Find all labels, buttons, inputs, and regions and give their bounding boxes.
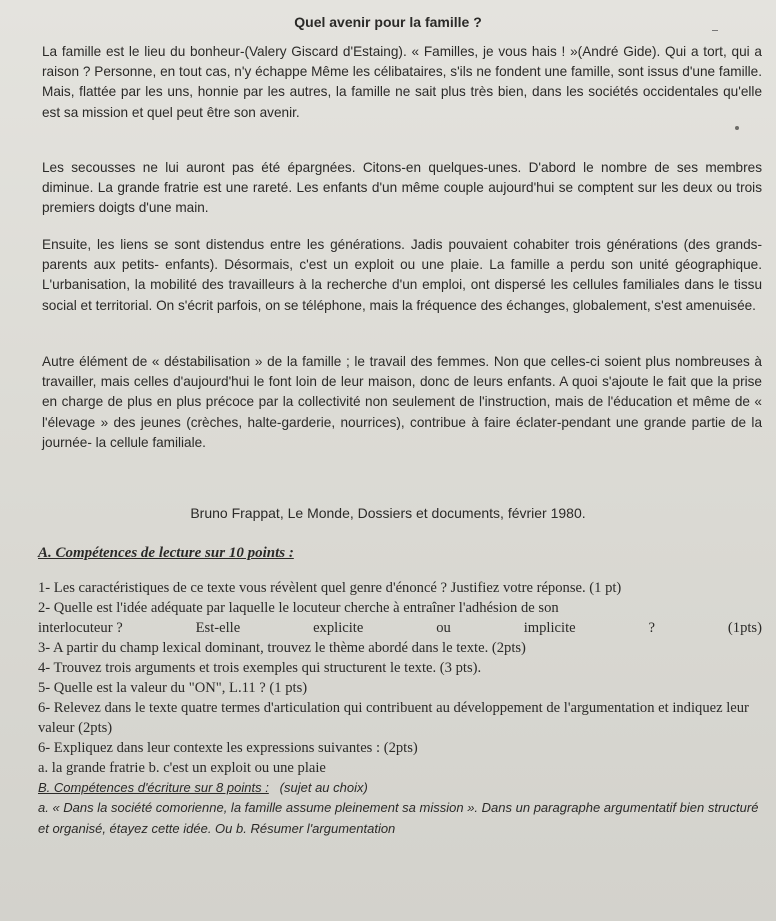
q2-part: interlocuteur ? bbox=[38, 620, 123, 636]
paragraph-4: Autre élément de « déstabilisation » de la famille ; le travail des femmes. Non que celles-ci soient plus nombreuses à travailler, mais celles d'aujourd'hui le font loin de leur maison, donc de leurs enfants. A quoi s'ajoute le fait que la prise en charge de plus en plus précoce par la collectivité non seulement de l'instruction, mais de l'éducation et même de « l'élevage » des jeunes (crèches, halte-garderie, nourrices), contribue à faire éclater-pendant une grande partie de la journée- la cellule familiale. bbox=[42, 354, 762, 450]
paragraph-3: Ensuite, les liens se sont distendus entre les générations. Jadis pouvaient cohabiter trois générations (des grands-parents aux petits- enfants). Désormais, c'est un exploit ou une plaie. La famille a perdu son unité géographique. L'urbanisation, la mobilité des travailleurs à la recherche d'un emploi, ont dispersé les cellules familiales dans le tissu social et territorial. On s'écrit parfois, on se téléphone, mais la fréquence des échanges, globalement, s'est amenuisée. bbox=[42, 237, 762, 313]
q2-part: (1pts) bbox=[727, 620, 762, 636]
paragraph-3-block bbox=[42, 235, 762, 316]
source-citation: Bruno Frappat, Le Monde, Dossiers et documents, février 1980. bbox=[190, 505, 586, 521]
scan-speck bbox=[735, 126, 739, 130]
question-2-line-1: 2- Quelle est l'idée adéquate par laquelle le locuteur cherche à entraîner l'adhésion de son bbox=[38, 600, 559, 616]
section-b-heading: B. Compétences d'écriture sur 8 points : bbox=[38, 780, 269, 795]
question-7: 6- Expliquez dans leur contexte les expressions suivantes : (2pts) bbox=[38, 740, 418, 756]
q2-part: ou bbox=[436, 620, 451, 636]
q2-part: implicite bbox=[523, 620, 576, 636]
question-3: 3- A partir du champ lexical dominant, trouvez le thème abordé dans le texte. (2pts) bbox=[38, 640, 526, 656]
paragraph-2: Les secousses ne lui auront pas été épargnées. Citons-en quelques-unes. D'abord le nombre de ses membres diminue. La grande fratrie est une rareté. Les enfants d'un même couple aujourd'hui se comptent sur les deux ou trois premiers doigts d'une main. bbox=[42, 160, 762, 216]
document-title: Quel avenir pour la famille ? bbox=[294, 14, 482, 30]
question-1: 1- Les caractéristiques de ce texte vous révèlent quel genre d'énoncé ? Justifiez votre réponse. (1 pt) bbox=[38, 580, 622, 596]
paragraph-4-block bbox=[42, 352, 762, 453]
paragraph-2-block bbox=[42, 158, 762, 219]
paragraph-1-block bbox=[42, 42, 762, 123]
q2-part: explicite bbox=[313, 620, 364, 636]
q2-part: ? bbox=[648, 620, 656, 636]
section-b-text: a. « Dans la société comorienne, la famille assume pleinement sa mission ». Dans un paragraphe argumentatif bien structuré et organisé, étayez cette idée. Ou b. Résumer l'argumentation bbox=[38, 800, 759, 836]
questions-block bbox=[38, 578, 762, 839]
scan-mark bbox=[712, 30, 718, 31]
question-2-line-2 bbox=[38, 618, 762, 638]
section-b-note: (sujet au choix) bbox=[279, 780, 368, 795]
q2-part: Est-elle bbox=[195, 620, 241, 636]
question-5: 5- Quelle est la valeur du "ON", L.11 ? (1 pts) bbox=[38, 680, 308, 696]
section-b-line bbox=[38, 780, 762, 795]
paragraph-1: La famille est le lieu du bonheur-(Valery Giscard d'Estaing). « Familles, je vous hais ! »(André Gide). Qui a tort, qui a raison ? Personne, en tout cas, n'y échappe Même les célibataires, s'ils ne fondent une famille, sont issus d'une famille. Mais, flattée par les uns, honnie par les autres, la famille ne sait plus très bien, dans les sociétés occidentales qu'elle est sa mission et quel peut être son avenir. bbox=[42, 44, 762, 120]
question-6: 6- Relevez dans le texte quatre termes d'articulation qui contribuent au développement de l'argumentation et indiquez leur valeur (2pts) bbox=[38, 700, 749, 736]
question-4: 4- Trouvez trois arguments et trois exemples qui structurent le texte. (3 pts). bbox=[38, 660, 482, 676]
section-a-heading: A. Compétences de lecture sur 10 points : bbox=[38, 545, 294, 561]
question-7-items: a. la grande fratrie b. c'est un exploit ou une plaie bbox=[38, 760, 326, 776]
